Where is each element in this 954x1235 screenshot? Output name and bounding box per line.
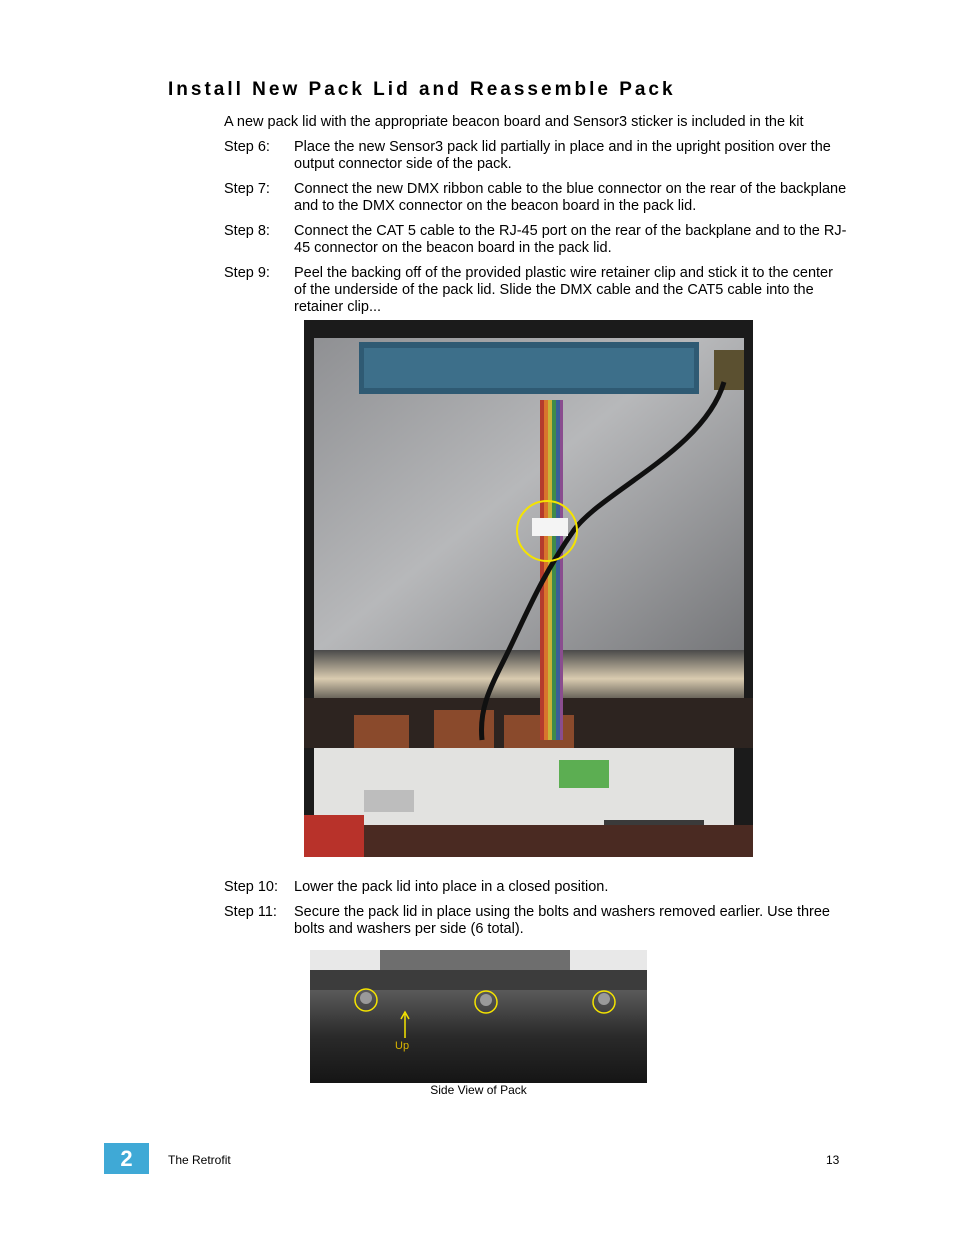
step-text: Lower the pack lid into place in a closed position. xyxy=(294,879,609,895)
step-label: Step 7: xyxy=(224,181,270,197)
step-label: Step 8: xyxy=(224,223,270,239)
step-text: Place the new Sensor3 pack lid partially in place and in the upright position over the output connector side of the pack. xyxy=(294,139,831,172)
photo-caption: Side View of Pack xyxy=(430,1083,527,1097)
side-view-photo xyxy=(310,950,647,1083)
intro-text: A new pack lid with the appropriate beacon board and Sensor3 sticker is included in the kit xyxy=(224,114,804,130)
step-label: Step 6: xyxy=(224,139,270,155)
section-heading: Install New Pack Lid and Reassemble Pack xyxy=(168,79,676,100)
chapter-number-badge: 2 xyxy=(104,1143,149,1174)
footer-chapter-title: The Retrofit xyxy=(168,1153,231,1167)
page-number: 13 xyxy=(826,1153,840,1167)
step-text: Peel the backing off of the provided plastic wire retainer clip and stick it to the center of the underside of the pack lid. Slide the DMX cable and the CAT5 cable into the retainer clip... xyxy=(294,265,833,315)
step-text: Secure the pack lid in place using the bolts and washers removed earlier. Use three bolts and washers per side (6 total). xyxy=(294,904,830,937)
step-text: Connect the new DMX ribbon cable to the blue connector on the rear of the backplane and to the DMX connector on the beacon board in the pack lid. xyxy=(294,181,847,214)
step-label: Step 9: xyxy=(224,265,270,281)
step-text: Connect the CAT 5 cable to the RJ-45 port on the rear of the backplane and to the RJ-45 connector on the beacon board in the pack lid. xyxy=(294,223,847,256)
pack-lid-photo xyxy=(304,320,753,857)
step-label: Step 10: xyxy=(224,879,279,895)
step-label: Step 11: xyxy=(224,904,277,920)
up-arrow-label: Up xyxy=(395,1040,410,1052)
